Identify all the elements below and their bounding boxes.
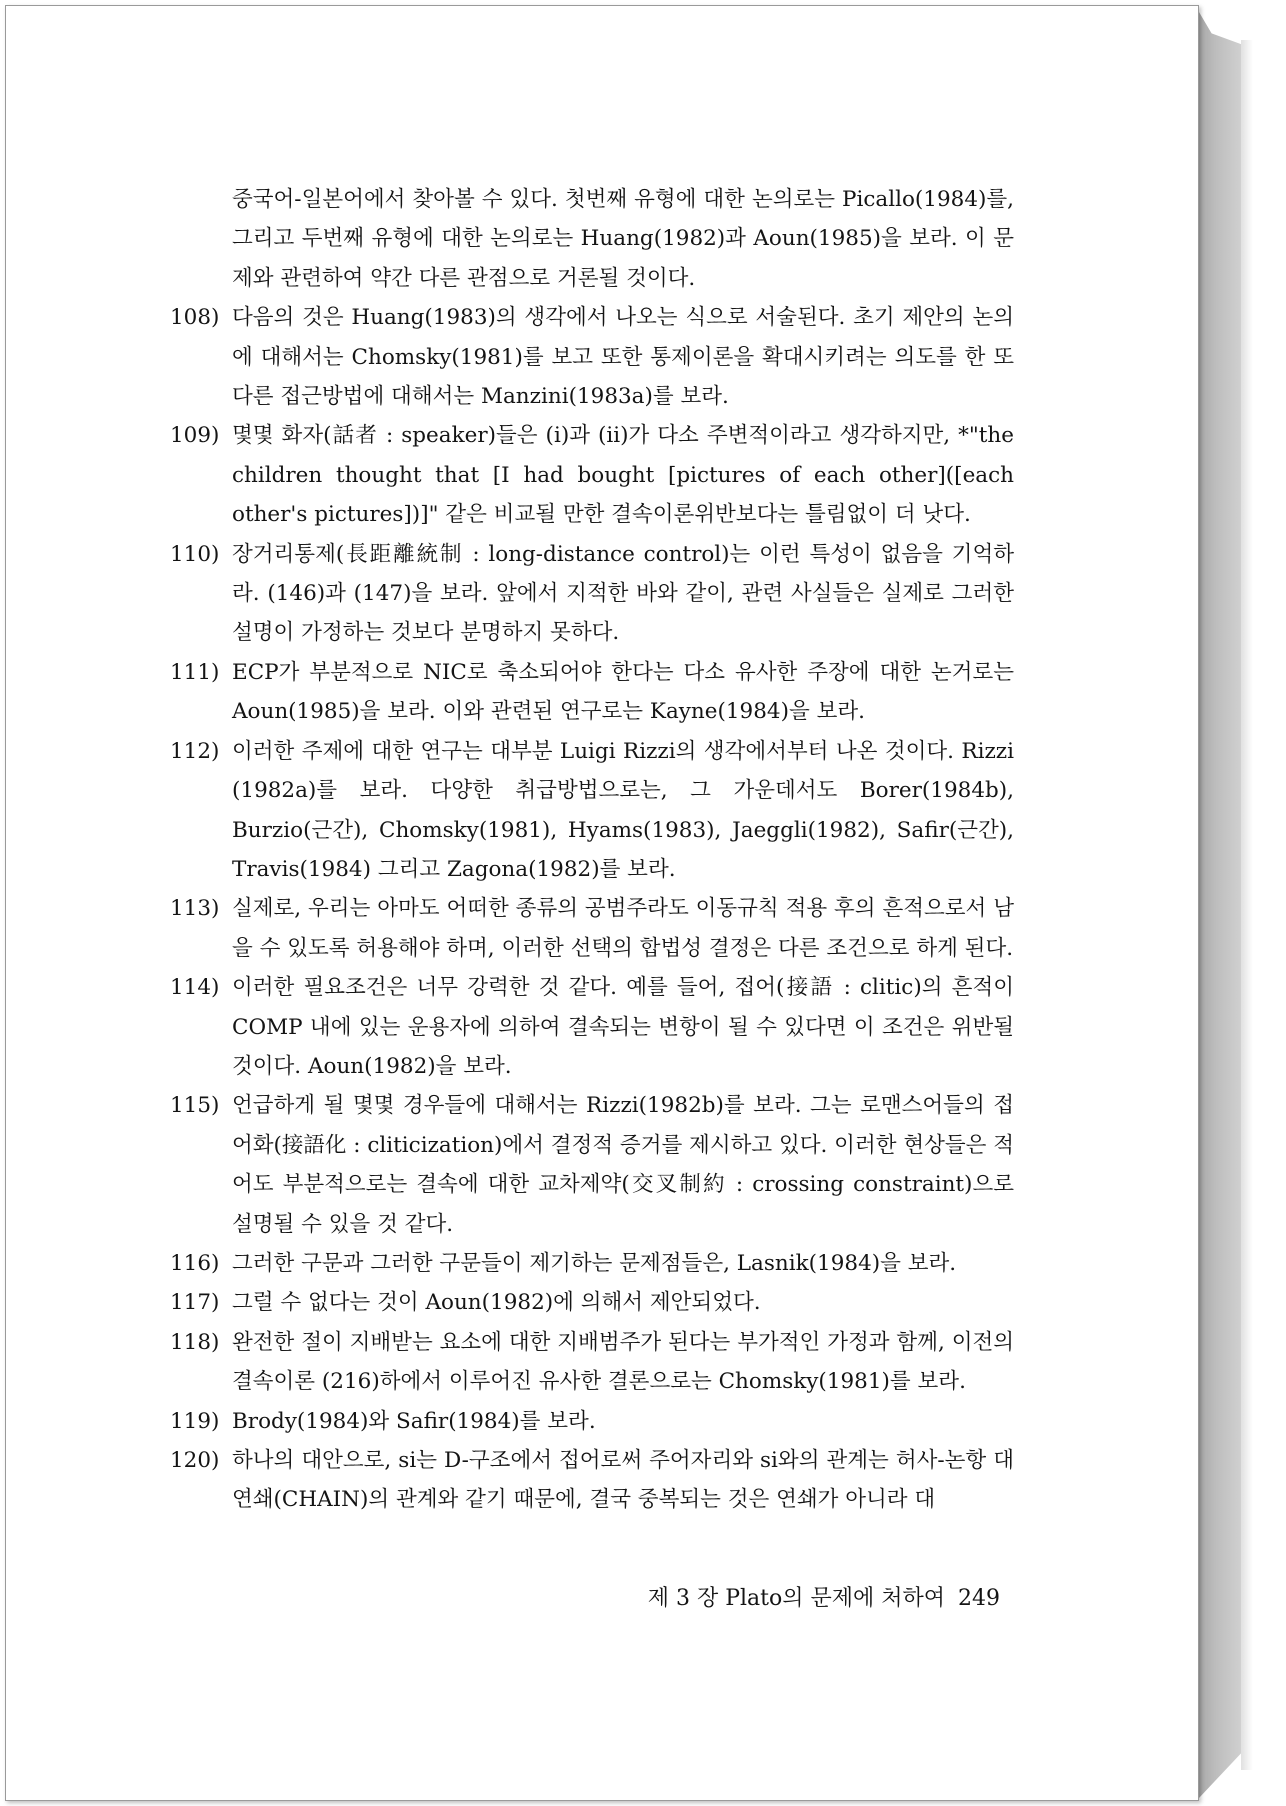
- note-number: 120): [170, 1448, 220, 1473]
- note-text: 이러한 주제에 대한 연구는 대부분 Luigi Rizzi의 생각에서부터 나온 것이다. Rizzi (1982a)를 보라. 다양한 취급방법으로는, 그 가운데서도 Borer(1984b), Burzio(근간), Chomsky(1981), Hyams(1983), Jaeggli(1982), Safir(근간), Travis(1984) 그리고 Zagona(1982)를 보라.: [232, 738, 1014, 882]
- note-number: 119): [170, 1408, 220, 1434]
- endnotes-body: [170, 180, 1014, 1520]
- note-text: 다음의 것은 Huang(1983)의 생각에서 나오는 식으로 서술된다. 초기 제안의 논의에 대해서는 Chomsky(1981)를 보고 또한 통제이론을 확대시키려는 의도를 한 또 다른 접근방법에 대해서는 Manzini(1983a)를 보라.: [232, 305, 1014, 410]
- note-number: 115): [170, 1093, 220, 1119]
- note-number: 109): [170, 423, 220, 449]
- note-number: 108): [170, 305, 220, 331]
- note-number: 117): [170, 1290, 220, 1316]
- note-118: [170, 1323, 1014, 1402]
- note-text: 실제로, 우리는 아마도 어떠한 종류의 공범주라도 이동규칙 적용 후의 흔적으로서 남을 수 있도록 허용해야 하며, 이러한 선택의 합법성 결정은 다른 조건으로 하게 된다.: [232, 896, 1014, 961]
- note-109: [170, 416, 1014, 534]
- note-number: 113): [170, 896, 220, 922]
- note-text: 완전한 절이 지배받는 요소에 대한 지배범주가 된다는 부가적인 가정과 함께, 이전의 결속이론 (216)하에서 이루어진 유사한 결론으로는 Chomsky(1981)를 보라.: [232, 1329, 1014, 1395]
- page-shadow: [1241, 40, 1253, 1770]
- note-116: [170, 1244, 1014, 1283]
- note-text: ECP가 부분적으로 NIC로 축소되어야 한다는 다소 유사한 주장에 대한 논거로는 Aoun(1985)을 보라. 이와 관련된 연구로는 Kayne(1984)을 보라.: [232, 659, 1014, 725]
- note-number: 114): [170, 975, 220, 1001]
- note-text: 이러한 필요조건은 너무 강력한 것 같다. 예를 들어, 접어(接語 : clitic)의 흔적이 COMP 내에 있는 운용자에 의하여 결속되는 변항이 될 수 있다면 이 조건은 위반될 것이다. Aoun(1982)을 보라.: [232, 975, 1014, 1079]
- note-110: [170, 535, 1014, 653]
- note-number: 118): [170, 1329, 220, 1355]
- note-111: [170, 653, 1014, 732]
- note-number: 111): [170, 659, 220, 685]
- note-text: 장거리통제(長距離統制 : long-distance control)는 이런 특성이 없음을 기억하라. (146)과 (147)을 보라. 앞에서 지적한 바와 같이, 관련 사실들은 실제로 그러한 설명이 가정하는 것보다 분명하지 못하다.: [232, 541, 1014, 646]
- note-text: 몇몇 화자(話者 : speaker)들은 (i)과 (ii)가 다소 주변적이라고 생각하지만, *"the children thought that [I had bought [pictures of each other]([each other's pictures])]" 같은 비교될 만한 결속이론위반보다는 틀림없이 더 낫다.: [232, 423, 1014, 528]
- note-text: Brody(1984)와 Safir(1984)를 보라.: [232, 1408, 596, 1434]
- note-text: 그럴 수 없다는 것이 Aoun(1982)에 의해서 제안되었다.: [232, 1290, 761, 1316]
- note-text: 그러한 구문과 그러한 구문들이 제기하는 문제점들은, Lasnik(1984)을 보라.: [232, 1250, 957, 1276]
- chapter-title: 제 3 장 Plato의 문제에 처하여: [647, 1586, 945, 1611]
- note-114: [170, 968, 1014, 1086]
- note-117: [170, 1283, 1014, 1322]
- note-number: 110): [170, 541, 220, 567]
- note-number: 112): [170, 738, 220, 764]
- note-119: [170, 1402, 1014, 1441]
- note-text: 언급하게 될 몇몇 경우들에 대해서는 Rizzi(1982b)를 보라. 그는 로맨스어들의 접어화(接語化 : cliticization)에서 결정적 증거를 제시하고 있다. 이러한 현상들은 적어도 부분적으로는 결속에 대한 교차제약(交叉制約 : crossing constraint)으로 설명될 수 있을 것 같다.: [232, 1093, 1015, 1237]
- note-108: [170, 298, 1014, 416]
- note-112: [170, 732, 1014, 890]
- note-115: [170, 1086, 1014, 1244]
- note-text: 하나의 대안으로, si는 D-구조에서 접어로써 주어자리와 si와의 관계는 허사-논항 대연쇄(CHAIN)의 관계와 같기 때문에, 결국 중복되는 것은 연쇄가 아니라 대: [232, 1448, 1014, 1513]
- note-number: 116): [170, 1250, 220, 1276]
- continued-note: 중국어-일본어에서 찾아볼 수 있다. 첫번째 유형에 대한 논의로는 Picallo(1984)를, 그리고 두번째 유형에 대한 논의로는 Huang(1982)과 Aoun(1985)을 보라. 이 문제와 관련하여 약간 다른 관점으로 거론될 것이다.: [232, 187, 1014, 291]
- note-113: [170, 889, 1014, 968]
- running-footer: [620, 1581, 1000, 1612]
- page-number: 249: [958, 1586, 1000, 1611]
- note-120: [170, 1441, 1014, 1520]
- page-edge: [1199, 12, 1241, 1798]
